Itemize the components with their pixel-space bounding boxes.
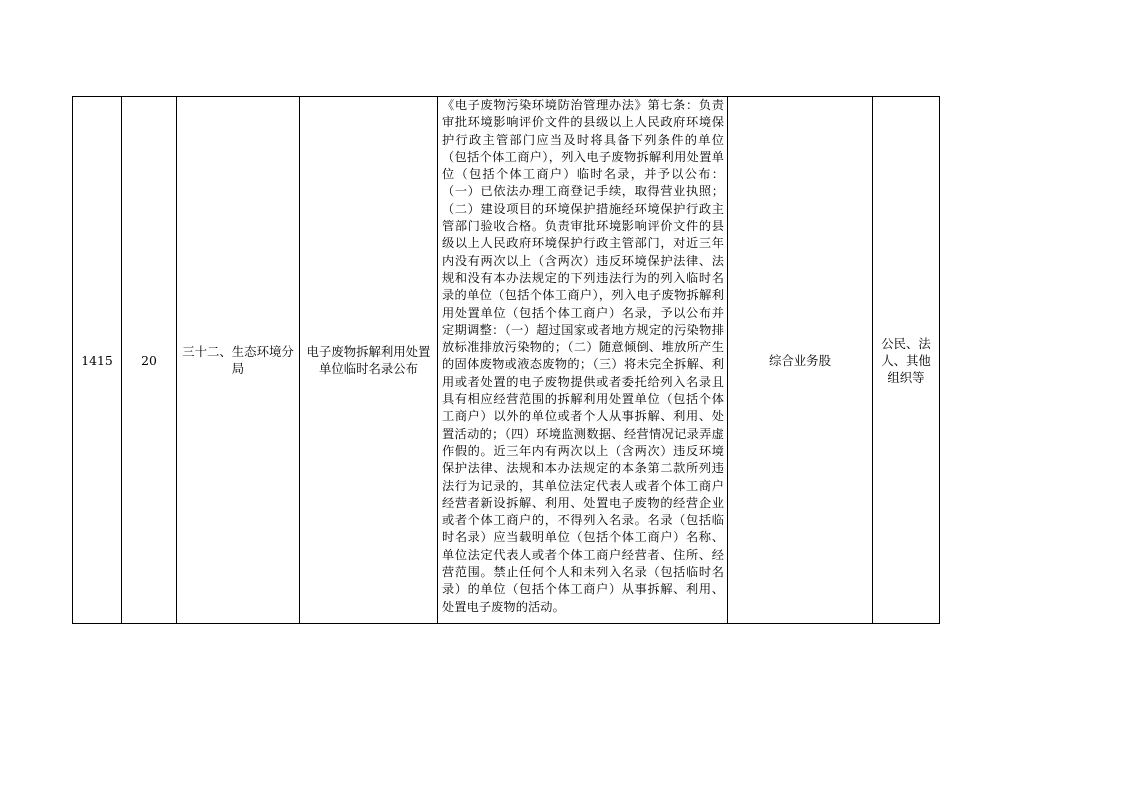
sub-seq-cell: 20 — [122, 97, 177, 624]
department-cell: 三十二、生态环境分局 — [177, 97, 300, 624]
table-row — [73, 97, 940, 624]
disclosure-table — [72, 96, 940, 624]
responsible-unit-cell: 综合业务股 — [728, 97, 873, 624]
seq-cell: 1415 — [73, 97, 122, 624]
item-name-cell: 电子废物拆解利用处置单位临时名录公布 — [300, 97, 438, 624]
legal-basis-cell: 《电子废物污染环境防治管理办法》第七条：负责审批环境影响评价文件的县级以上人民政府环境保护行政主管部门应当及时将具备下列条件的单位（包括个体工商户），列入电子废物拆解利用处置单位（包括个体工商户）临时名录，并予以公布：（一）已依法办理工商登记手续，取得营业执照；（二）建设项目的环境保护措施经环境保护行政主管部门验收合格。负责审批环境影响评价文件的县级以上人民政府环境保护行政主管部门，对近三年内没有两次以上（含两次）违反环境保护法律、法规和没有本办法规定的下列违法行为的列入临时名录的单位（包括个体工商户），列入电子废物拆解利用处置单位（包括个体工商户）名录，予以公布并定期调整：（一）超过国家或者地方规定的污染物排放标准排放污染物的；（二）随意倾倒、堆放所产生的固体废物或液态废物的；（三）将未完全拆解、利用或者处置的电子废物提供或者委托给列入名录且具有相应经营范围的拆解利用处置单位（包括个体工商户）以外的单位或者个人从事拆解、利用、处置活动的；（四）环境监测数据、经营情况记录弄虚作假的。近三年内有两次以上（含两次）违反环境保护法律、法规和本办法规定的本条第二款所列违法行为记录的，其单位法定代表人或者个体工商户经营者新设拆解、利用、处置电子废物的经营企业或者个体工商户的，不得列入名录。名录（包括临时名录）应当载明单位（包括个体工商户）名称、单位法定代表人或者个体工商户经营者、住所、经营范围。禁止任何个人和未列入名录（包括临时名录）的单位（包括个体工商户）从事拆解、利用、处置电子废物的活动。 — [438, 97, 728, 624]
target-audience-cell: 公民、法人、其他组织等 — [873, 97, 940, 624]
